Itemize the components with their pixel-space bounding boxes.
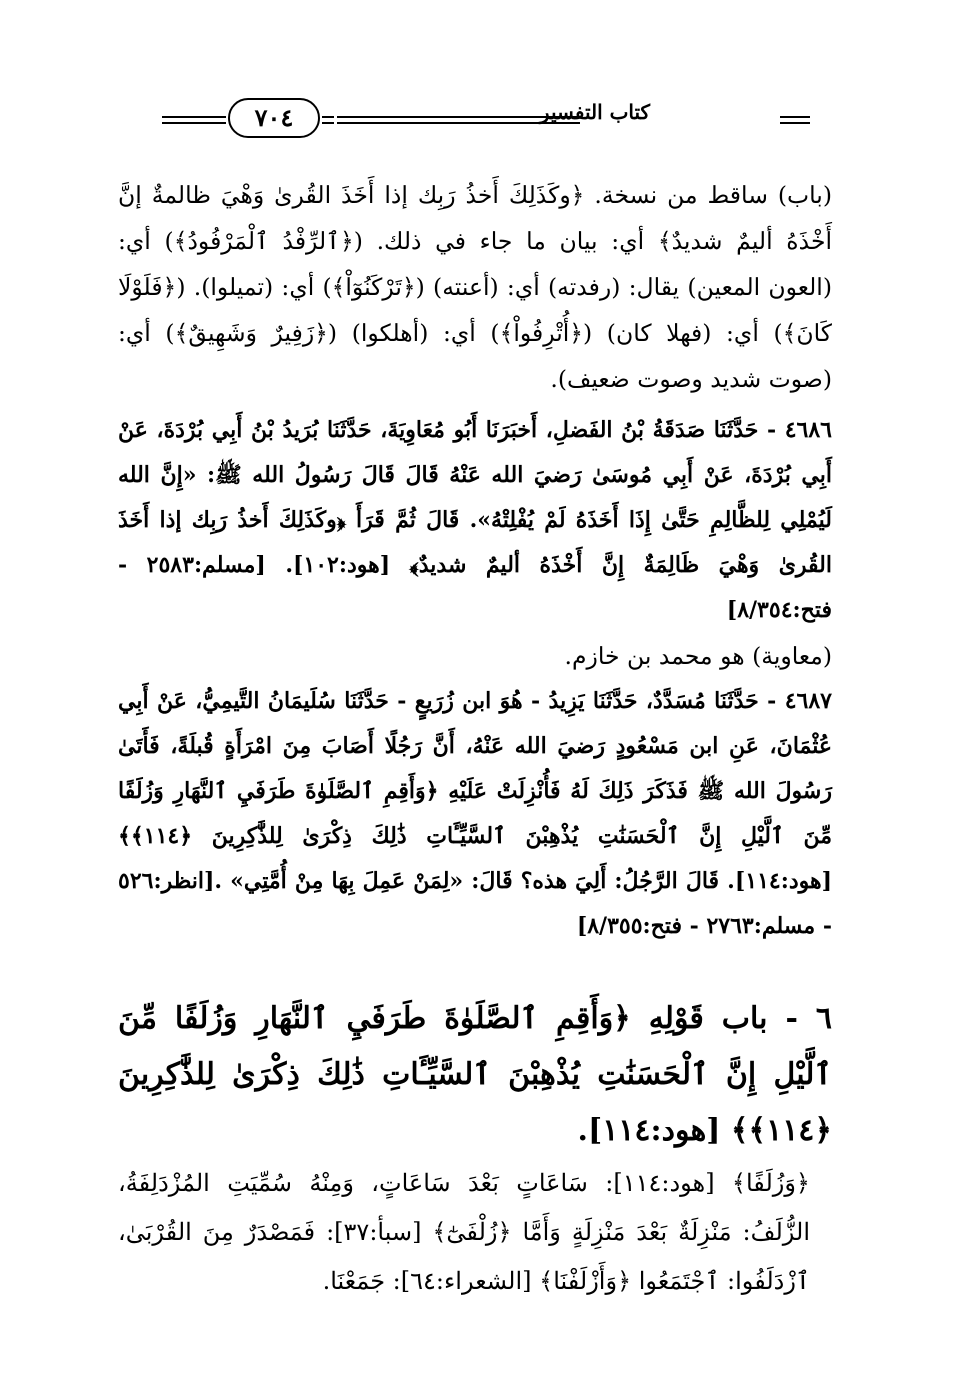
hadith-4686: ٤٦٨٦ - حَدَّثَنَا صَدَقَةُ بْنُ الفَضلِ، أَخبَرَنَا أَبُو مُعَاوِيَةَ، حَدَّثَنَا بُرَيدُ بْنُ أَبِي بُرْدَةَ، عَنْ أَبِي بُرْدَةَ، عَنْ أَبِي مُوسَىٰ رَضيَ الله عَنْهُ قَالَ قَالَ رَسُولُ الله ﷺ: «إِنَّ الله لَيُمْلِي لِلظَّالِمِ حَتَّىٰ إِذَا أَخَذَهُ لَمْ يُفْلِتْهُ». قَالَ ثُمَّ قَرَأَ ﴿وكَذَلِكَ أَخذُ رَبِك إذا أَخَذَ القُرىٰ وَهْيَ ظَالِمَةٌ إِنَّ أَخْذَهُ أليمٌ شديدٌ﴾ [هود:١٠٢]. [مسلم:٢٥٨٣ - فتح:٨/٣٥٤] — [118, 417, 832, 623]
narrator-note: (معاوية) هو محمد بن خازم. — [564, 642, 832, 670]
commentary-paragraph: (باب) ساقط من نسخة. ﴿وكَذَلِكَ أَخذُ رَبِك إذا أَخَذَ القُرىٰ وَهْيَ ظالمةٌ إنَّ أَخْذَهُ أليمٌ شديدٌ﴾ أي: بيان ما جاء في ذلك. (﴿ٱلرِّفْدُ ٱلْمَرْفُودُ﴾) أي: (العون المعين) يقال: (رفدته) أي: (أعنته) (﴿تَرْكَنُوٓاْ﴾) أي: (تميلوا). (﴿فَلَوْلَا كَانَ﴾) أي: (فهلا كان) (﴿أُتْرِفُواْ﴾) أي: (أهلكوا) (﴿زَفِيرٌ وَشَهِيقٌ﴾) أي: (صوت شديد وصوت ضعيف). — [118, 181, 832, 393]
hadith-4687: ٤٦٨٧ - حَدَّثَنَا مُسَدَّدٌ، حَدَّثَنَا يَزِيدُ - هُوَ ابن زُرَيعٍ - حَدَّثَنَا سُلَيمَانُ التَّيمِيُّ، عَنْ أَبِي عُثْمَانَ، عَنِ ابن مَسْعُودٍ رَضيَ الله عَنْهُ، أَنَّ رَجُلًا أَصَابَ مِنَ امْرَأَةٍ قُبلَةً، فَأَتَىٰ رَسُولَ الله ﷺ فَذَكَرَ ذَلِكَ لَهُ فَأُنْزِلَتْ عَلَيْهِ ﴿وَأَقِمِ ٱلصَّلَوٰةَ طَرَفَيِ ٱلنَّهَارِ وَزُلَفًا مِّنَ ٱلَّيْلِ إِنَّ ٱلْحَسَنَٰتِ يُذْهِبْنَ ٱلسَّيِّـَٔاتِ ذَٰلِكَ ذِكْرَىٰ لِلذَّٰكِرِينَ ﴿١١٤﴾﴾ [هود:١١٤]. قَالَ الرَّجُلُ: أَلِيَ هذه؟ قَالَ: «لِمَنْ عَمِلَ بِهَا مِنْ أُمَّتِي» .[انظر:٥٢٦ - مسلم:٢٧٦٣ - فتح:٨/٣٥٥] — [118, 688, 833, 939]
page-number: ٧٠٤ — [228, 98, 320, 138]
header-rule-right — [780, 116, 810, 124]
page-body — [118, 172, 832, 1306]
chapter-heading: ٦ - باب قَوْلِهِ ﴿وَأَقِمِ ٱلصَّلَوٰةَ طَرَفَيِ ٱلنَّهَارِ وَزُلَفًا مِّنَ ٱلَّيْلِ إِنَّ ٱلْحَسَنَٰتِ يُذْهِبْنَ ٱلسَّيِّـَٔاتِ ذَٰلِكَ ذِكْرَىٰ لِلذَّٰكِرِينَ ﴿١١٤﴾﴾ [هود:١١٤]. — [118, 1001, 832, 1148]
book-title: كتاب التفسير — [539, 100, 651, 124]
word-gloss: ﴿وَزُلَفًا﴾ [هود:١١٤]: سَاعَاتٍ بَعْدَ سَاعَاتٍ، وَمِنْهُ سُمِّيَتِ المُزْدَلِفَةُ، الزُّلَفُ: مَنْزِلَةٌ بَعْدَ مَنْزِلَةٍ وَأَمَّا ﴿زُلْفَىٰٓ﴾ [سبأ:٣٧]: فَمَصْدَرٌ مِنَ القُرْبَىٰ، ٱزْدَلَفُوا: ٱجْتَمَعُوا ﴿وَأَزْلَفْنَا﴾ [الشعراء:٦٤]: جَمَعْنَا. — [118, 1169, 810, 1295]
page-header — [100, 98, 820, 142]
header-rule-left — [162, 116, 220, 124]
